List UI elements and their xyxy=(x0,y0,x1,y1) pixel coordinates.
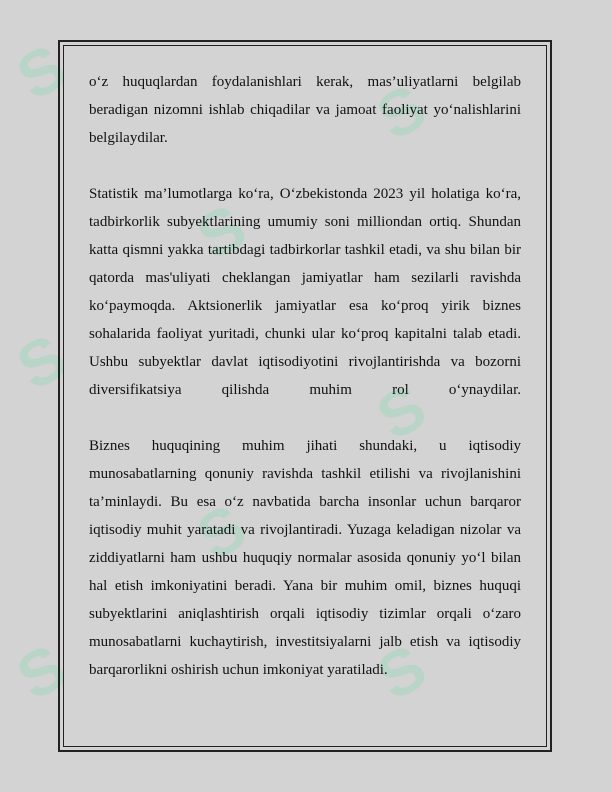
watermark-logo: S xyxy=(4,320,78,404)
document-body xyxy=(89,68,521,712)
watermark-logo: S xyxy=(4,630,78,714)
watermark-logo: S xyxy=(364,70,438,154)
paragraph-2: Statistik ma’lumotlarga ko‘ra, O‘zbekistonda 2023 yil holatiga ko‘ra, tadbirkorlik subyektlarining umumiy soni milliondan ortiq. Shundan katta qismni yakka tartibdagi tadbirkorlar tashkil etadi, va shu bilan bir qatorda mas'uliyati cheklangan jamiyatlar ham sezilarli ravishda ko‘paymoqda. Aktsionerlik jamiyatlar esa ko‘proq yirik biznes sohalarida faoliyat yuritadi, chunki ular ko‘proq kapitalni talab etadi. Ushbu subyektlar davlat iqtisodiyotini rivojlantirishda va bozorni diversifikatsiya qilishda muhim rol o‘ynaydilar. xyxy=(89,186,521,398)
watermark-logo: S xyxy=(184,190,258,274)
watermark-logo: S xyxy=(4,30,78,114)
paragraph-3: Biznes huquqining muhim jihati shundaki, u iqtisodiy munosabatlarning qonuniy ravishda tashkil etilishi va rivojlanishini ta’minlaydi. Bu esa o‘z navbatida barcha insonlar uchun barqaror iqtisodiy muhit yaratadi va rivojlantiradi. Yuzaga keladigan nizolar va ziddiyatlarni ham ushbu huquqiy normalar asosida qonuniy yo‘l bilan hal etish imkoniyatini beradi. Yana bir muhim omil, biznes huquqi subyektlarini aniqlashtirish orqali iqtisodiy tizimlar orqali o‘zaro munosabatlarni kuchaytirish, investitsiyalarni jalb etish va iqtisodiy barqarorlikni oshirish uchun imkoniyat yaratiladi. xyxy=(89,438,521,678)
watermark-logo: S xyxy=(184,490,258,574)
paragraph-1: o‘z huquqlardan foydalanishlari kerak, mas’uliyatlarni belgilab beradigan nizomni ishlab chiqadilar va jamoat faoliyat yo‘nalishlarini belgilaydilar. xyxy=(89,74,521,146)
watermark-logo: S xyxy=(364,370,438,454)
watermark-logo: S xyxy=(364,630,438,714)
